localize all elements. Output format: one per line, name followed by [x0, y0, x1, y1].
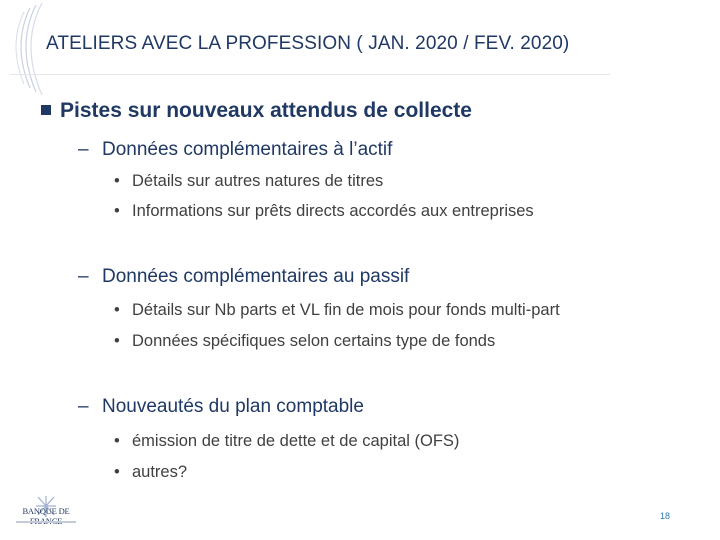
dash-marker: –: [78, 139, 89, 160]
dash-marker: –: [78, 266, 89, 287]
slide-title: ATELIERS AVEC LA PROFESSION ( JAN. 2020 / FEV. 2020): [46, 33, 570, 54]
logo-underline: [16, 521, 76, 523]
section-label: Données complémentaires à l’actif: [102, 139, 393, 160]
list-item-text: Détails sur autres natures de titres: [132, 172, 384, 190]
section-passif: [78, 266, 409, 288]
section-label: Nouveautés du plan comptable: [102, 396, 364, 417]
list-item-text: Détails sur Nb parts et VL fin de mois pour fonds multi-part: [132, 301, 560, 319]
list-item: [114, 301, 560, 320]
list-item-text: autres?: [132, 463, 188, 481]
bullet-marker: •: [114, 332, 120, 350]
list-item-text: émission de titre de dette et de capital (OFS): [132, 432, 460, 450]
list-item: [114, 332, 495, 351]
main-heading: [41, 99, 472, 123]
square-bullet-icon: [41, 105, 51, 115]
list-item: [114, 172, 383, 191]
main-heading-text: Pistes sur nouveaux attendus de collecte: [60, 99, 472, 122]
dash-marker: –: [78, 396, 89, 417]
list-item: [114, 202, 534, 221]
banque-de-france-logo-icon: [6, 495, 86, 531]
bullet-marker: •: [114, 463, 120, 481]
bullet-marker: •: [114, 202, 120, 220]
list-item-text: Informations sur prêts directs accordés aux entreprises: [132, 202, 534, 220]
bullet-marker: •: [114, 172, 120, 190]
bullet-marker: •: [114, 432, 120, 450]
section-label: Données complémentaires au passif: [102, 266, 410, 287]
title-divider: [10, 74, 610, 75]
section-plan-comptable: [78, 396, 364, 418]
list-item-text: Données spécifiques selon certains type de fonds: [132, 332, 496, 350]
list-item: [114, 463, 187, 482]
section-actif: [78, 139, 392, 161]
list-item: [114, 432, 459, 451]
page-number: 18: [660, 511, 671, 521]
logo-text: BANQUE DE: [22, 506, 70, 516]
bullet-marker: •: [114, 301, 120, 319]
